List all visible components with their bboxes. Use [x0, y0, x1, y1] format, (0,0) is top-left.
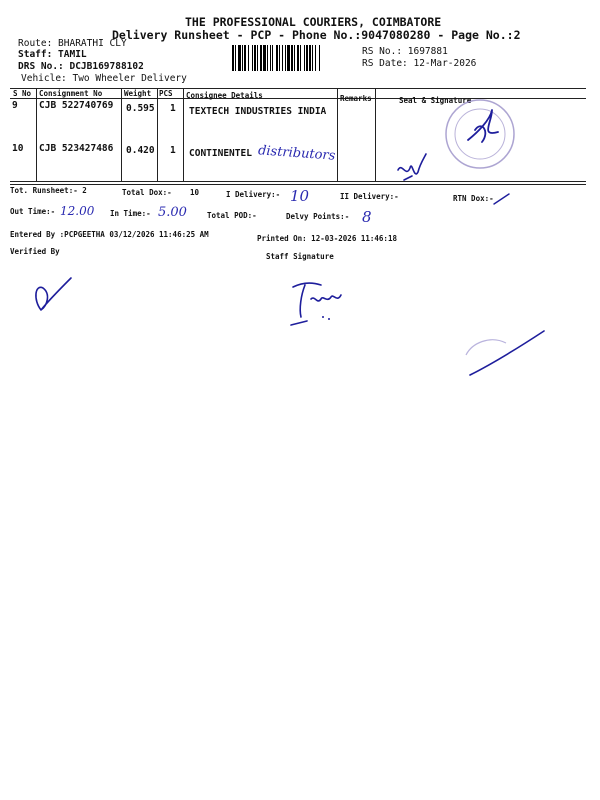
- company-seal-stamp: [420, 92, 520, 172]
- i-delivery-label: I Delivery:-: [226, 190, 281, 199]
- route-label: Route: BHARATHI CLY: [18, 38, 127, 49]
- row-pcs: 1: [170, 145, 176, 156]
- col-header-remarks: Remarks: [340, 94, 372, 103]
- runsheet-title: Delivery Runsheet - PCP - Phone No.:9047080280 - Page No.:2: [112, 28, 521, 42]
- vehicle-label: Vehicle: Two Wheeler Delivery: [21, 73, 187, 84]
- col-header-pcs: PCS: [159, 89, 173, 98]
- table-bottom-rule: [10, 181, 586, 182]
- row-consignment-no: CJB 523427486: [39, 143, 114, 154]
- total-dox-label: Total Dox:-: [122, 188, 172, 197]
- row-weight: 0.595: [126, 103, 155, 114]
- row-pcs: 1: [170, 103, 176, 114]
- col-sep: [337, 88, 338, 181]
- col-sep: [121, 88, 122, 181]
- total-dox-value: 10: [190, 188, 200, 197]
- col-header-weight: Weight: [124, 89, 152, 98]
- col-sep: [157, 88, 158, 181]
- printed-on: Printed On: 12-03-2026 11:46:18: [257, 234, 397, 243]
- in-time-handwritten: 5.00: [158, 205, 187, 220]
- staff-signature: [285, 275, 355, 330]
- out-time-handwritten: 12.00: [60, 204, 95, 218]
- total-runsheet: Tot. Runsheet:- 2: [10, 186, 87, 195]
- rtn-dox-dash: [492, 192, 512, 206]
- col-header-consignee: Consignee Details: [186, 91, 263, 100]
- out-time-label: Out Time:-: [10, 207, 56, 216]
- delivery-points-handwritten: 8: [362, 208, 372, 226]
- row-consignee: CONTINENTEL: [189, 148, 252, 159]
- drs-number: DRS No.: DCJB169788102: [18, 61, 144, 72]
- col-header-consignment: Consignment No: [39, 89, 103, 98]
- row-consignment-no: CJB 522740769: [39, 100, 114, 111]
- delivery-points-label: Delvy Points:-: [286, 212, 350, 221]
- entered-by: Entered By :PCPGEETHA 03/12/2026 11:46:25 AM: [10, 230, 209, 239]
- col-header-seal: Seal & Signature: [399, 96, 472, 105]
- col-header-sno: S No: [13, 89, 32, 98]
- staff-signature-label: Staff Signature: [266, 252, 334, 261]
- row-weight: 0.420: [126, 145, 155, 156]
- receiver-signature: [390, 150, 430, 190]
- total-pod-label: Total POD:-: [207, 211, 257, 220]
- staff-label: Staff: TAMIL: [18, 49, 87, 60]
- ii-delivery-label: II Delivery:-: [340, 192, 399, 201]
- i-delivery-handwritten: 10: [290, 187, 310, 205]
- col-sep: [375, 88, 376, 181]
- row-consignee: TEXTECH INDUSTRIES INDIA: [189, 106, 327, 117]
- barcode: [232, 45, 356, 71]
- in-time-label: In Time:-: [110, 209, 151, 218]
- col-sep: [36, 88, 37, 181]
- col-sep: [183, 88, 184, 181]
- rs-date: RS Date: 12-Mar-2026: [362, 58, 477, 69]
- faint-stamp-signature: [460, 325, 550, 385]
- row-sno: 10: [12, 143, 24, 154]
- rtn-dox-label: RTN Dox:-: [453, 194, 494, 203]
- rs-number: RS No.: 1697881: [362, 46, 448, 57]
- verified-by-label: Verified By: [10, 247, 60, 256]
- row-sno: 9: [12, 100, 18, 111]
- table-bottom-rule-2: [10, 184, 586, 185]
- verifier-signature: [25, 270, 85, 320]
- handwritten-remark: distributors: [257, 143, 336, 164]
- company-name: THE PROFESSIONAL COURIERS, COIMBATORE: [185, 15, 442, 29]
